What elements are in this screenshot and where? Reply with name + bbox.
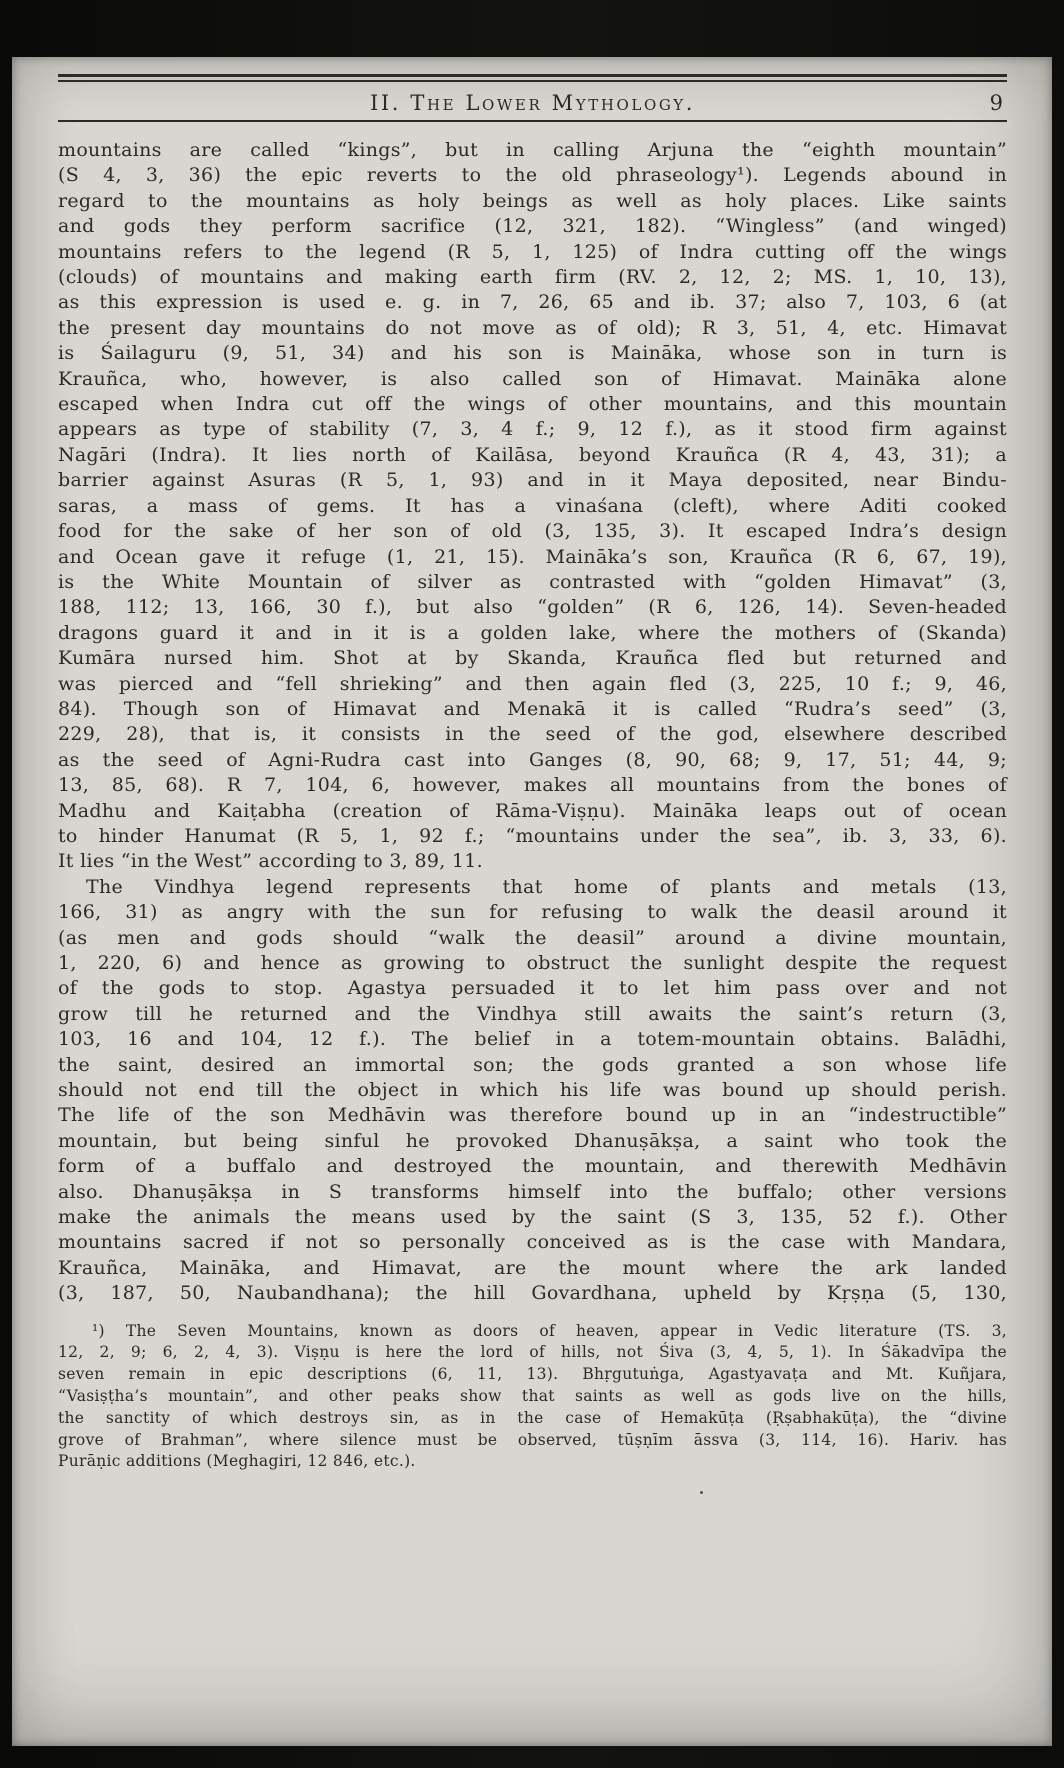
header-double-rule — [58, 74, 1007, 82]
text-line: mountains are called “kings”, but in calling Arjuna the “eighth mountain” — [58, 139, 1007, 161]
page-header — [58, 87, 1007, 120]
text-line: should not end till the object in which his life was bound up should perish. — [58, 1079, 1007, 1102]
text-line: 13, 85, 68). R 7, 104, 6, however, makes all mountains from the bones of — [58, 774, 1007, 797]
text-line: is the White Mountain of silver as contrasted with “golden Himavat” (3, — [58, 570, 1007, 593]
book-page — [12, 57, 1052, 1746]
body-text — [58, 138, 1007, 1307]
text-line: Madhu and Kaiṭabha (creation of Rāma-Viṣṇu). Maināka leaps out of ocean — [58, 799, 1007, 822]
text-line: regard to the mountains as holy beings as well as holy places. Like saints — [58, 189, 1007, 212]
running-head-title: II. The Lower Mythology. — [370, 91, 695, 115]
text-line: of the gods to stop. Agastya persuaded it to let him pass over and not — [58, 977, 1007, 1000]
text-line: Purāṇic additions (Meghagiri, 12 846, etc.). — [58, 1452, 416, 1471]
text-line: the present day mountains do not move as of old); R 3, 51, 4, etc. Himavat — [58, 316, 1007, 339]
text-line: (S 4, 3, 36) the epic reverts to the old phraseology¹). Legends abound in — [58, 164, 1007, 187]
page-number: 9 — [989, 91, 1004, 115]
text-line: (clouds) of mountains and making earth firm (RV. 2, 12, 2; MS. 1, 10, 13), — [58, 266, 1007, 289]
text-line: the sanctity of which destroys sin, as in the case of Hemakūṭa (Ṛṣabhakūṭa), the “divine — [58, 1408, 1007, 1427]
text-line: to hinder Hanumat (R 5, 1, 92 f.; “mountains under the sea”, ib. 3, 33, 6). — [58, 824, 1007, 847]
text-line: 12, 2, 9; 6, 2, 4, 3). Viṣṇu is here the lord of hills, not Śiva (3, 4, 5, 1). In Śākadvīpa the — [58, 1343, 1007, 1362]
header-rule — [58, 120, 1007, 122]
text-line: seven remain in epic descriptions (6, 11, 13). Bhṛgutuṅga, Agastyavaṭa and Mt. Kuñjara, — [58, 1365, 1007, 1384]
text-line: was pierced and “fell shrieking” and then again fled (3, 225, 10 f.; 9, 46, — [58, 672, 1007, 695]
text-line: as the seed of Agni-Rudra cast into Ganges (8, 90, 68; 9, 17, 51; 44, 9; — [58, 748, 1007, 771]
text-line: barrier against Asuras (R 5, 1, 93) and in it Maya deposited, near Bindu- — [58, 469, 1007, 492]
text-line: 166, 31) as angry with the sun for refusing to walk the deasil around it — [58, 901, 1007, 924]
footnote — [58, 1321, 1007, 1474]
text-line: 103, 16 and 104, 12 f.). The belief in a totem-mountain obtains. Balādhi, — [58, 1028, 1007, 1051]
scan-artifact-dot — [700, 1491, 703, 1494]
text-line: and gods they perform sacrifice (12, 321, 182). “Wingless” (and winged) — [58, 215, 1007, 238]
text-line: the saint, desired an immortal son; the gods granted a son whose life — [58, 1053, 1007, 1076]
text-line: food for the sake of her son of old (3, 135, 3). It escaped Indra’s design — [58, 520, 1007, 543]
text-line: grove of Brahman”, where silence must be observed, tūṣṇīm āssva (3, 114, 16). Hariv. has — [58, 1430, 1007, 1449]
text-line: (as men and gods should “walk the deasil” around a divine mountain, — [58, 926, 1007, 949]
text-line: The life of the son Medhāvin was therefore bound up in an “indestructible” — [58, 1104, 1007, 1127]
text-line: dragons guard it and in it is a golden lake, where the mothers of (Skanda) — [58, 621, 1007, 644]
paragraph-2 — [58, 875, 1007, 1307]
text-line: form of a buffalo and destroyed the mountain, and therewith Medhāvin — [58, 1155, 1007, 1178]
text-line: saras, a mass of gems. It has a vinaśana (cleft), where Aditi cooked — [58, 494, 1007, 517]
text-line: 229, 28), that is, it consists in the seed of the god, elsewhere described — [58, 723, 1007, 746]
text-line: Krauñca, who, however, is also called son of Himavat. Maināka alone — [58, 367, 1007, 390]
text-line: is Śailaguru (9, 51, 34) and his son is Maināka, whose son in turn is — [58, 342, 1007, 365]
text-line: It lies “in the West” according to 3, 89, 11. — [58, 850, 484, 873]
text-line: mountains sacred if not so personally conceived as is the case with Mandara, — [58, 1231, 1007, 1254]
text-line: appears as type of stability (7, 3, 4 f.; 9, 12 f.), as it stood firm against — [58, 418, 1007, 441]
text-line: 1, 220, 6) and hence as growing to obstruct the sunlight despite the request — [58, 952, 1007, 974]
text-line: mountains refers to the legend (R 5, 1, 125) of Indra cutting off the wings — [58, 240, 1007, 263]
text-line: 188, 112; 13, 166, 30 f.), but also “golden” (R 6, 126, 14). Seven-headed — [58, 596, 1007, 619]
text-line: ¹) The Seven Mountains, known as doors of heaven, appear in Vedic literature (TS. 3, — [92, 1321, 1007, 1340]
text-line: make the animals the means used by the saint (S 3, 135, 52 f.). Other — [58, 1206, 1007, 1229]
text-line: The Vindhya legend represents that home of plants and metals (13, — [86, 875, 1007, 898]
text-line: (3, 187, 50, Naubandhana); the hill Govardhana, upheld by Kṛṣṇa (5, 130, — [58, 1282, 1007, 1305]
text-line: “Vasiṣṭha’s mountain”, and other peaks show that saints as well as gods live on the hills, — [58, 1387, 1007, 1406]
text-line: grow till he returned and the Vindhya still awaits the saint’s return (3, — [58, 1002, 1007, 1025]
text-line: Nagāri (Indra). It lies north of Kailāsa, beyond Krauñca (R 4, 43, 31); a — [58, 443, 1007, 466]
text-line: as this expression is used e. g. in 7, 26, 65 and ib. 37; also 7, 103, 6 (at — [58, 291, 1007, 314]
text-line: mountain, but being sinful he provoked Dhanuṣākṣa, a saint who took the — [58, 1129, 1007, 1152]
text-line: also. Dhanuṣākṣa in S transforms himself into the buffalo; other versions — [58, 1180, 1007, 1203]
paragraph-1 — [58, 138, 1007, 875]
text-line: 84). Though son of Himavat and Menakā it is called “Rudra’s seed” (3, — [58, 697, 1007, 720]
text-line: Kumāra nursed him. Shot at by Skanda, Krauñca fled but returned and — [58, 647, 1007, 670]
text-line: and Ocean gave it refuge (1, 21, 15). Maināka’s son, Krauñca (R 6, 67, 19), — [58, 545, 1007, 568]
text-line: Krauñca, Maināka, and Himavat, are the mount where the ark landed — [58, 1256, 1007, 1279]
text-line: escaped when Indra cut off the wings of other mountains, and this mountain — [58, 393, 1007, 416]
